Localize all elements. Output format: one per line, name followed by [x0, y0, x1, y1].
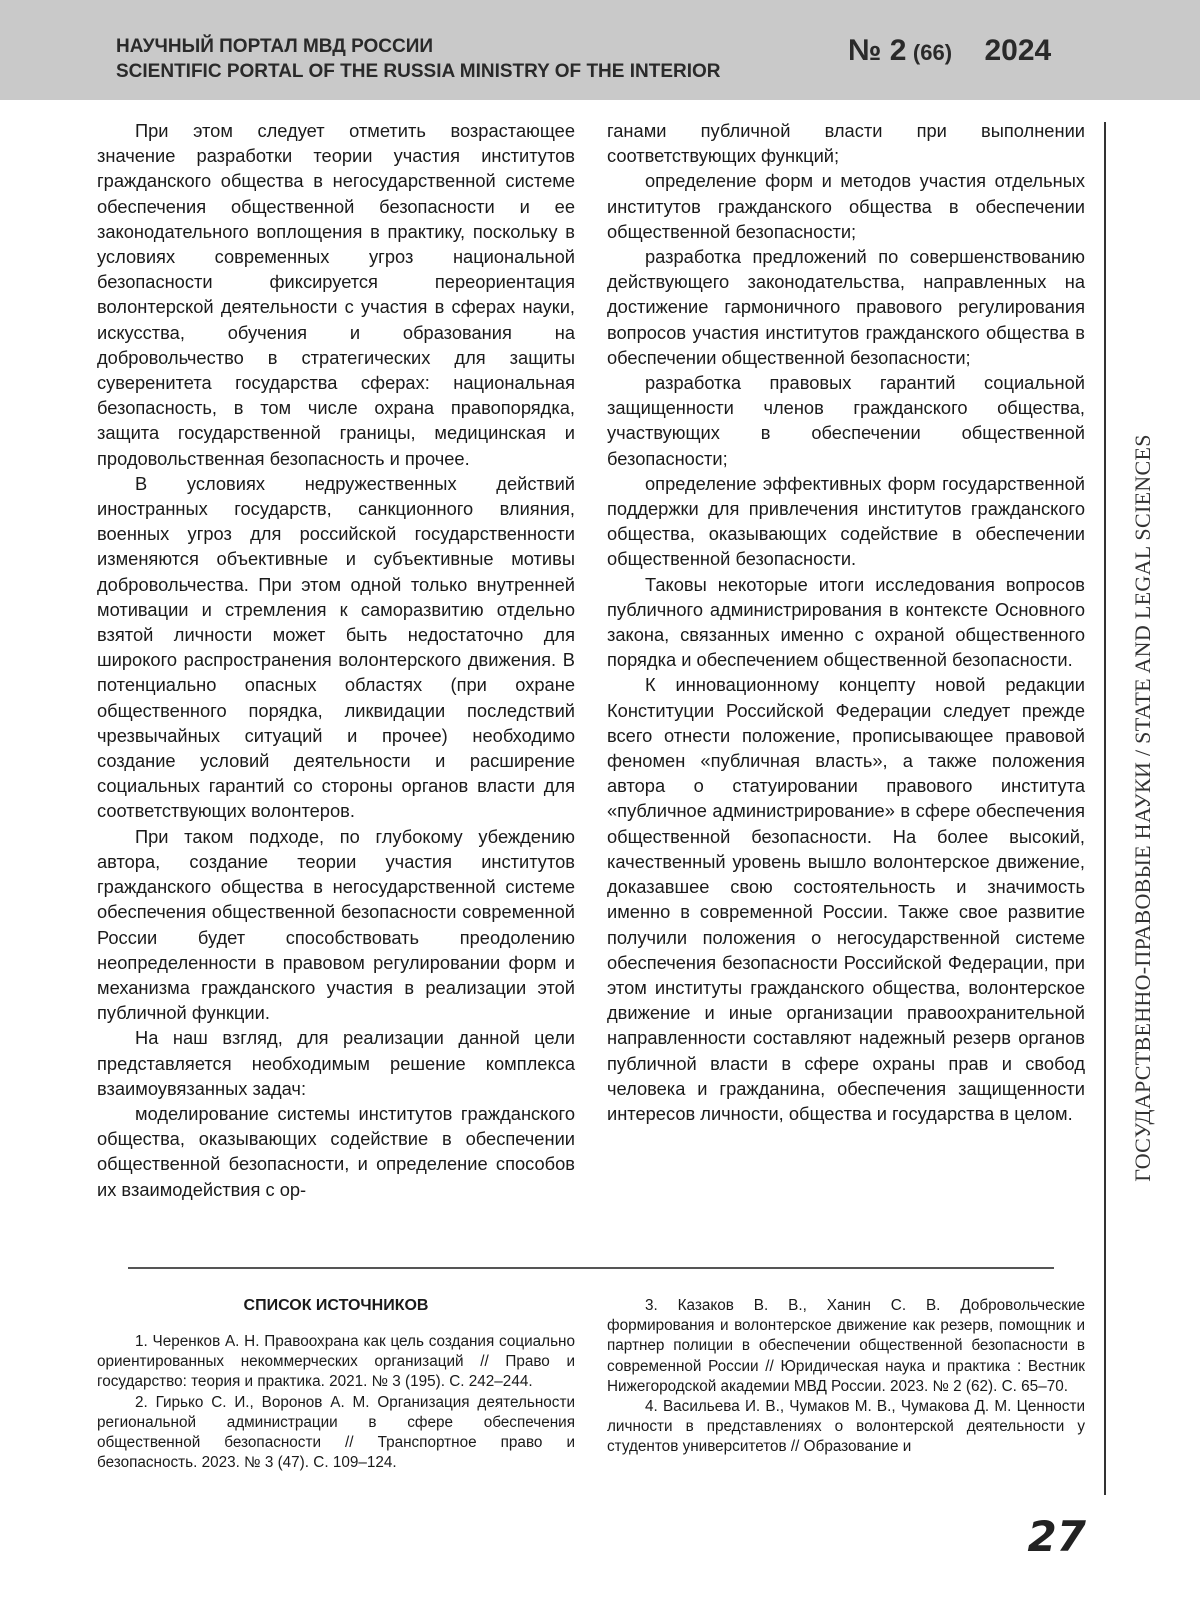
issue-year: 2024 — [984, 34, 1052, 67]
journal-title — [116, 34, 721, 84]
references-column-left — [97, 1332, 575, 1473]
references-divider — [128, 1267, 1054, 1269]
paragraph: разработка предложений по совершенствованию действующего законодательства, направленных на достижение гармоничного правового регулирования вопросов участия институтов гражданского общества в обеспечении общественной безопасности; — [607, 246, 1085, 368]
issue-number: № 2 — [848, 34, 907, 67]
reference-item: 1. Черенков А. Н. Правоохрана как цель создания социально ориентированных некоммерческих организаций // Право и государство: теория и практика. 2021. № 3 (195). С. 242–244. — [97, 1333, 575, 1391]
references-column-right — [607, 1296, 1085, 1458]
paragraph: определение форм и методов участия отдельных институтов гражданского общества в обеспечении общественной безопасности; — [607, 170, 1085, 242]
issue-total: (66) — [912, 40, 953, 65]
page-number: 27 — [1027, 1512, 1086, 1561]
paragraph: определение эффективных форм государственной поддержки для привлечения институтов гражданского общества, оказывающих содействие в обеспечении общественной безопасности. — [607, 472, 1085, 570]
sidebar-divider — [1104, 122, 1106, 1495]
journal-title-en: SCIENTIFIC PORTAL OF THE RUSSIA MINISTRY OF THE INTERIOR — [116, 61, 721, 82]
paragraph: Таковы некоторые итоги исследования вопросов публичного администрирования в контексте Основного закона, связанных именно с охраной общественного порядка и обеспечением общественной безопасности. — [607, 573, 1085, 671]
issue-info — [848, 34, 1051, 68]
paragraph: моделирование системы институтов гражданского общества, оказывающих содействие в обеспечении общественной безопасности, и определение способов их взаимодействия с ор- — [97, 1102, 575, 1200]
paragraph: К инновационному концепту новой редакции Конституции Российской Федерации следует прежде всего отнести положение, прописывающее правовой феномен «публичная власть», а также положения автора о статуировании правового института «публичное администрирование» в сфере обеспечения общественной безопасности. На более высокий, качественный уровень вышло волонтерское движение, доказавшее свою состоятельность и значимость именно в современной России. Также свое развитие получили положения о негосударственной системе обеспечения безопасности Российской Федерации, при этом институты гражданского общества, волонтерское движение и иные организации правоохранительной направленности составляют надежный резерв органов публичной власти в сфере охраны прав и свобод человека и гражданина, обеспечения защищенности интересов личности, общества и государства в целом. — [607, 674, 1085, 1124]
paragraph: На наш взгляд, для реализации данной цели представляется необходимым решение комплекса взаимоувязанных задач: — [97, 1027, 575, 1099]
body-column-left — [97, 118, 575, 1202]
journal-header — [0, 0, 1200, 100]
paragraph-continuation: ганами публичной власти при выполнении соответствующих функций; — [607, 120, 1085, 167]
references-title: СПИСОК ИСТОЧНИКОВ — [243, 1297, 429, 1314]
reference-item: 4. Васильева И. В., Чумаков М. В., Чумакова Д. М. Ценности личности в представлениях о волонтерской деятельности у студентов университетов // Образование и — [607, 1398, 1085, 1456]
paragraph: разработка правовых гарантий социальной защищенности членов гражданского общества, участвующих в обеспечении общественной безопасности; — [607, 372, 1085, 469]
paragraph: В условиях недружественных действий иностранных государств, санкционного влияния, военных угроз для российской государственности изменяются объективные и субъективные мотивы добровольчества. При этом одной только внутренней мотивации и стремления к саморазвитию отдельно взятой личности может быть недостаточно для широкого распространения волонтерского движения. В потенциально опасных областях (при охране общественного порядка, ликвидации последствий чрезвычайных ситуаций и прочее) необходимо создание условий деятельности и расширение социальных гарантий со стороны органов власти для соответствующих волонтеров. — [97, 472, 575, 822]
section-label: ГОСУДАРСТВЕННО-ПРАВОВЫЕ НАУКИ / STATE AND LEGAL SCIENCES — [1130, 434, 1155, 1182]
paragraph: При этом следует отметить возрастающее значение разработки теории участия институтов гражданского общества в негосударственной системе обеспечения общественной безопасности и ее законодательного воплощения в практику, поскольку в условиях современных угроз национальной безопасности фиксируется переориентация волонтерской деятельности с участия в сферах науки, искусства, обучения и образования на добровольчество в стратегических для защиты суверенитета государства сферах: национальная безопасность, в том числе охрана правопорядка, защита государственной границы, медицинская и продовольственная безопасность и прочее. — [97, 120, 575, 469]
paragraph: При таком подходе, по глубокому убеждению автора, создание теории участия институтов гражданского общества в негосударственной системе обеспечения общественной безопасности современной России будет способствовать преодолению неопределенности в правовом регулировании форм и механизма гражданского участия в реализации этой публичной функции. — [97, 825, 575, 1024]
reference-item: 2. Гирько С. И., Воронов А. М. Организация деятельности региональной администрации в сфере обеспечения общественной безопасности // Транспортное право и безопасность. 2023. № 3 (47). С. 109–124. — [97, 1393, 575, 1472]
journal-title-ru: НАУЧНЫЙ ПОРТАЛ МВД РОССИИ — [116, 36, 434, 57]
reference-item: 3. Казаков В. В., Ханин С. В. Добровольческие формирования и волонтерское движение как резерв, помощник и партнер полиции в обеспечении общественной безопасности в современной России // Юридическая наука и практика : Вестник Нижегородской академии МВД России. 2023. № 2 (62). С. 65–70. — [607, 1297, 1085, 1395]
body-column-right — [607, 118, 1085, 1126]
